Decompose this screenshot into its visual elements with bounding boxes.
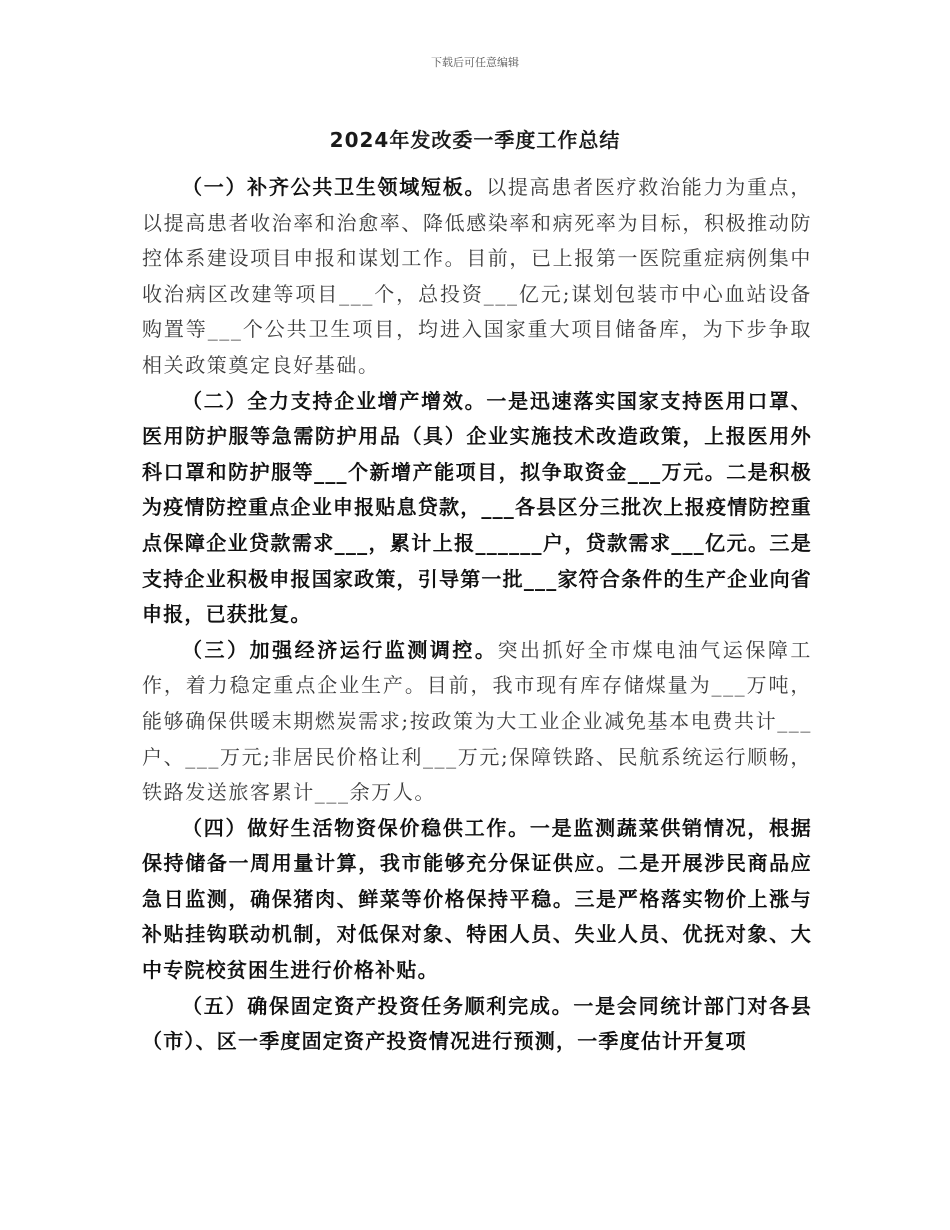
paragraph-4: [142, 811, 812, 989]
paragraph-4-text: 一是监测蔬菜供销情况，根据保持储备一周用量计算，我市能够充分保证供应。二是开展涉民商品应急日监测，确保猪肉、鲜菜等价格保持平稳。三是严格落实物价上涨与补贴挂钩联动机制，对低保对象、特困人员、失业人员、优抚对象、大中专院校贫困生进行价格补贴。: [142, 815, 812, 983]
paragraph-2: [142, 384, 812, 633]
paragraph-5-text: 一是会同统计部门对各县（市）、区一季度固定资产投资情况进行预测，一季度估计开复项: [142, 993, 812, 1054]
paragraph-1: [142, 170, 812, 384]
paragraph-2-text: 一是迅速落实国家支持医用口罩、医用防护服等急需防护用品（具）企业实施技术改造政策，上报医用外科口罩和防护服等___个新增产能项目，拟争取资金___万元。二是积极为疫情防控重点企业申报贴息贷款，___各县区分三批次上报疫情防控重点保障企业贷款需求___，累计上报______户，贷款需求___亿元。三是支持企业积极申报国家政策，引导第一批___家符合条件的生产企业向省申报，已获批复。: [142, 388, 812, 627]
paragraph-1-heading: （一）补齐公共卫生领域短板。: [182, 175, 487, 199]
paragraph-3-heading: （三）加强经济运行监测调控。: [182, 637, 498, 662]
paragraph-2-heading: （二）全力支持企业增产增效。: [182, 388, 487, 413]
document-body: [142, 170, 812, 1060]
paragraph-5-heading: （五）确保固定资产投资任务顺利完成。: [182, 993, 574, 1018]
header-note: 下载后可任意编辑: [431, 56, 519, 69]
paragraph-3-text: 突出抓好全市煤电油气运保障工作，着力稳定重点企业生产。目前，我市现有库存储煤量为___万吨，能够确保供暖末期燃炭需求;按政策为大工业企业减免基本电费共计___户、___万元;非居民价格让利___万元;保障铁路、民航系统运行顺畅，铁路发送旅客累计___余万人。: [142, 637, 812, 805]
paragraph-1-text: 以提高患者医疗救治能力为重点，以提高患者收治率和治愈率、降低感染率和病死率为目标，积极推动防控体系建设项目申报和谋划工作。目前，已上报第一医院重症病例集中收治病区改建等项目___个，总投资___亿元;谋划包装市中心血站设备购置等___个公共卫生项目，均进入国家重大项目储备库，为下步争取相关政策奠定良好基础。: [142, 175, 812, 377]
paragraph-5: [142, 989, 812, 1060]
paragraph-4-heading: （四）做好生活物资保价稳供工作。: [182, 815, 530, 840]
paragraph-3: [142, 633, 812, 811]
document-title: 2024年发改委一季度工作总结: [329, 128, 621, 152]
